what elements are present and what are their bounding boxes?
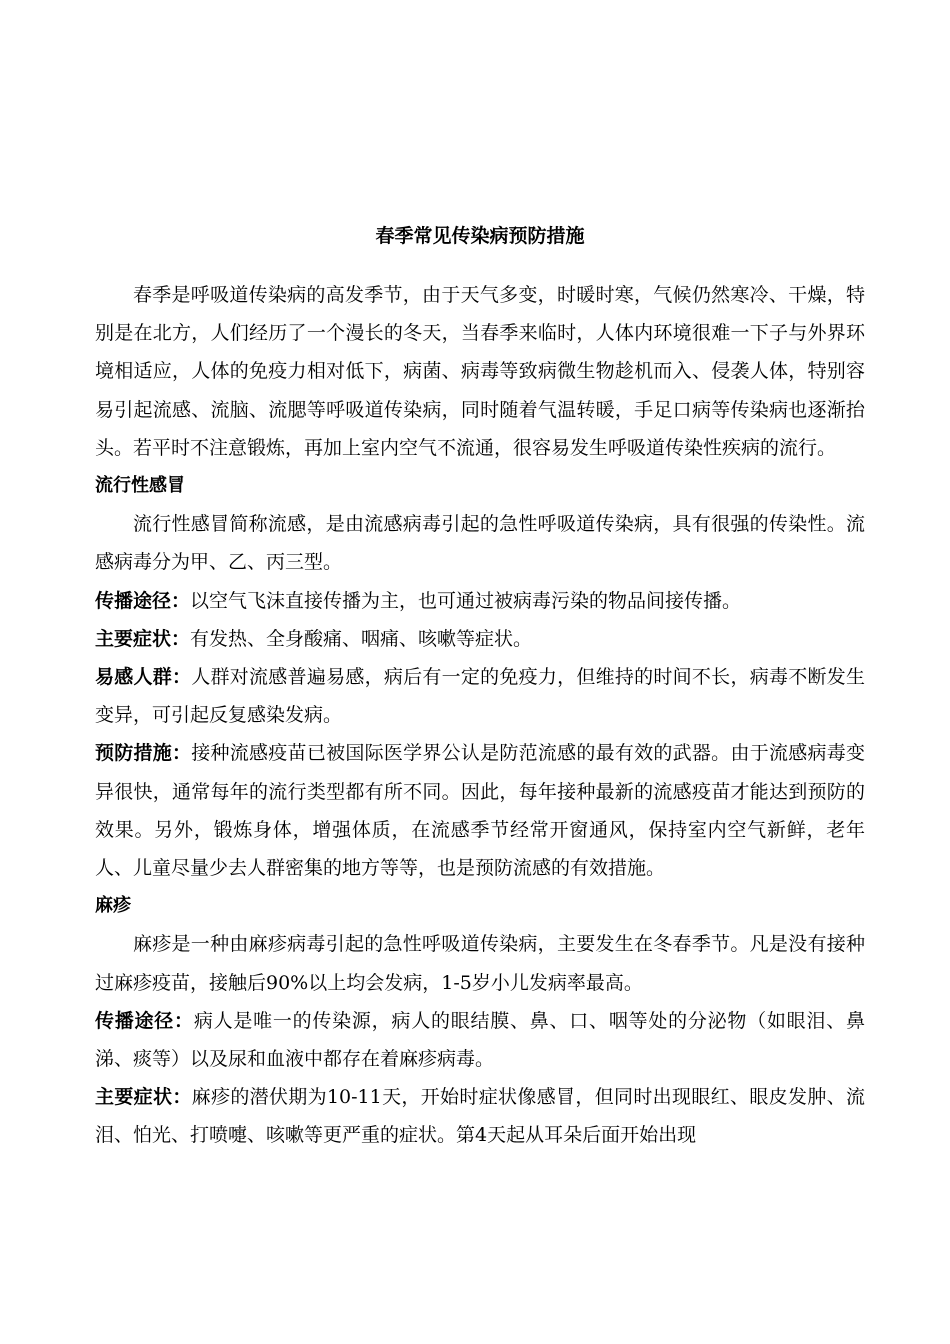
document-title: 春季常见传染病预防措施 (375, 225, 585, 247)
section-heading-flu: 流行性感冒 (95, 475, 185, 497)
item-label: 传播途径： (95, 1009, 194, 1032)
item-text: 接种流感疫苗已被国际医学界公认是防范流感的最有效的武器。由于流感病毒变异很快，通常每年的流行类型都有所不同。因此，每年接种最新的流感疫苗才能达到预防的效果。另外，锻炼身体，增强体质，在流感季节经常开窗通风，保持室内空气新鲜，老年人、儿童尽量少去人群密集的地方等等，也是预防流感的有效措施。 (95, 742, 865, 880)
item-text: 以空气飞沫直接传播为主，也可通过被病毒污染的物品间接传播。 (190, 589, 742, 612)
section-description-measles: 麻疹是一种由麻疹病毒引起的急性呼吸道传染病，主要发生在冬春季节。凡是没有接种过麻疹疫苗，接触后90%以上均会发病，1-5岁小儿发病率最高。 (95, 933, 865, 994)
section-heading-measles: 麻疹 (95, 895, 131, 917)
measles-symptoms (95, 1078, 865, 1154)
flu-symptoms (95, 620, 865, 658)
item-label: 主要症状： (95, 627, 191, 650)
intro-paragraph: 春季是呼吸道传染病的高发季节，由于天气多变，时暖时寒，气候仍然寒冷、干燥，特别是在北方，人们经历了一个漫长的冬天，当春季来临时，人体内环境很难一下子与外界环境相适应，人体的免疫力相对低下，病菌、病毒等致病微生物趁机而入、侵袭人体，特别容易引起流感、流脑、流腮等呼吸道传染病，同时随着气温转暖，手足口病等传染病也逐渐抬头。若平时不注意锻炼，再加上室内空气不流通，很容易发生呼吸道传染性疾病的流行。 (95, 284, 865, 459)
document-page (95, 222, 865, 1155)
item-text: 有发热、全身酸痛、咽痛、咳嗽等症状。 (190, 627, 533, 650)
item-label: 预防措施： (95, 742, 192, 765)
item-label: 主要症状： (95, 1086, 192, 1109)
section-description-flu: 流行性感冒简称流感，是由流感病毒引起的急性呼吸道传染病，具有很强的传染性。流感病毒分为甲、乙、丙三型。 (95, 513, 865, 574)
item-label: 传播途径： (95, 589, 191, 612)
flu-transmission (95, 582, 865, 620)
item-label: 易感人群： (95, 666, 192, 689)
flu-susceptible (95, 658, 865, 734)
flu-prevention (95, 734, 865, 887)
measles-transmission (95, 1002, 865, 1078)
item-text: 病人是唯一的传染源，病人的眼结膜、鼻、口、咽等处的分泌物（如眼泪、鼻涕、痰等）以及尿和血液中都存在着麻疹病毒。 (95, 1009, 865, 1071)
item-text: 麻疹的潜伏期为10-11天，开始时症状像感冒，但同时出现眼红、眼皮发肿、流泪、怕光、打喷嚏、咳嗽等更严重的症状。第4天起从耳朵后面开始出现 (95, 1086, 865, 1147)
item-text: 人群对流感普遍易感，病后有一定的免疫力，但维持的时间不长，病毒不断发生变异，可引起反复感染发病。 (95, 666, 865, 727)
